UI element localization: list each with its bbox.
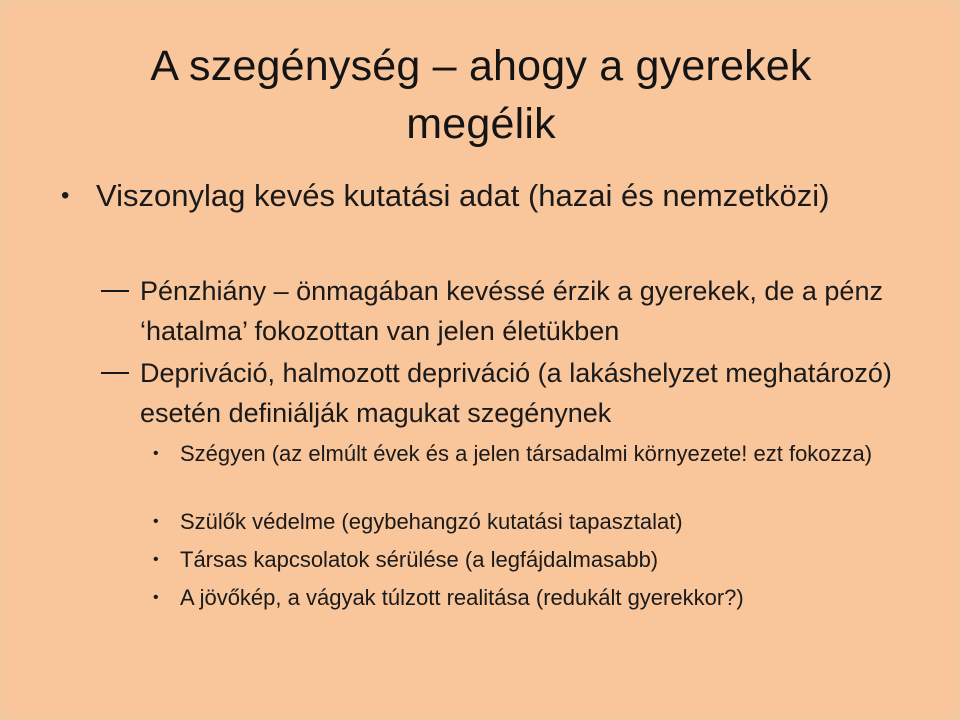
bullet-research-data: [61, 174, 861, 217]
subsubbullet-future-vision: [153, 581, 913, 614]
subbullet-text: Depriváció, halmozott depriváció (a lakáshelyzet meghatározó) esetén definiálják magukat szegénynek: [140, 358, 892, 428]
bullet-dot-icon: •: [153, 551, 159, 568]
subsubbullet-text: A jövőkép, a vágyak túlzott realitása (redukált gyerekkor?): [180, 585, 744, 610]
bullet-dot-icon: •: [61, 182, 70, 209]
subsubbullet-text: Társas kapcsolatok sérülése (a legfájdalmasabb): [180, 547, 659, 572]
slide-title: [61, 37, 901, 153]
slide-title-line-2: megélik: [406, 100, 556, 148]
bullet-dot-icon: •: [153, 445, 159, 462]
subsubbullet-protecting-parents: [153, 505, 913, 538]
subbullet-text: Pénzhiány – önmagában kevéssé érzik a gyerekek, de a pénz ‘hatalma’ fokozottan van jelen életükben: [140, 276, 883, 346]
subsubbullet-shame: [153, 437, 913, 470]
bullet-dot-icon: •: [153, 513, 159, 530]
subbullet-money-shortage: [101, 271, 901, 351]
subsubbullet-social-relations: [153, 543, 913, 576]
subbullet-deprivation: [101, 353, 901, 433]
bullet-text: Viszonylag kevés kutatási adat (hazai és nemzetközi): [96, 178, 830, 213]
slide-title-line-1: A szegénység – ahogy a gyerekek: [150, 42, 812, 90]
bullet-dot-icon: •: [153, 589, 159, 606]
subsubbullet-text: Szégyen (az elmúlt évek és a jelen társadalmi környezete! ezt fokozza): [180, 441, 873, 466]
subsubbullet-text: Szülők védelme (egybehangzó kutatási tapasztalat): [180, 509, 683, 534]
